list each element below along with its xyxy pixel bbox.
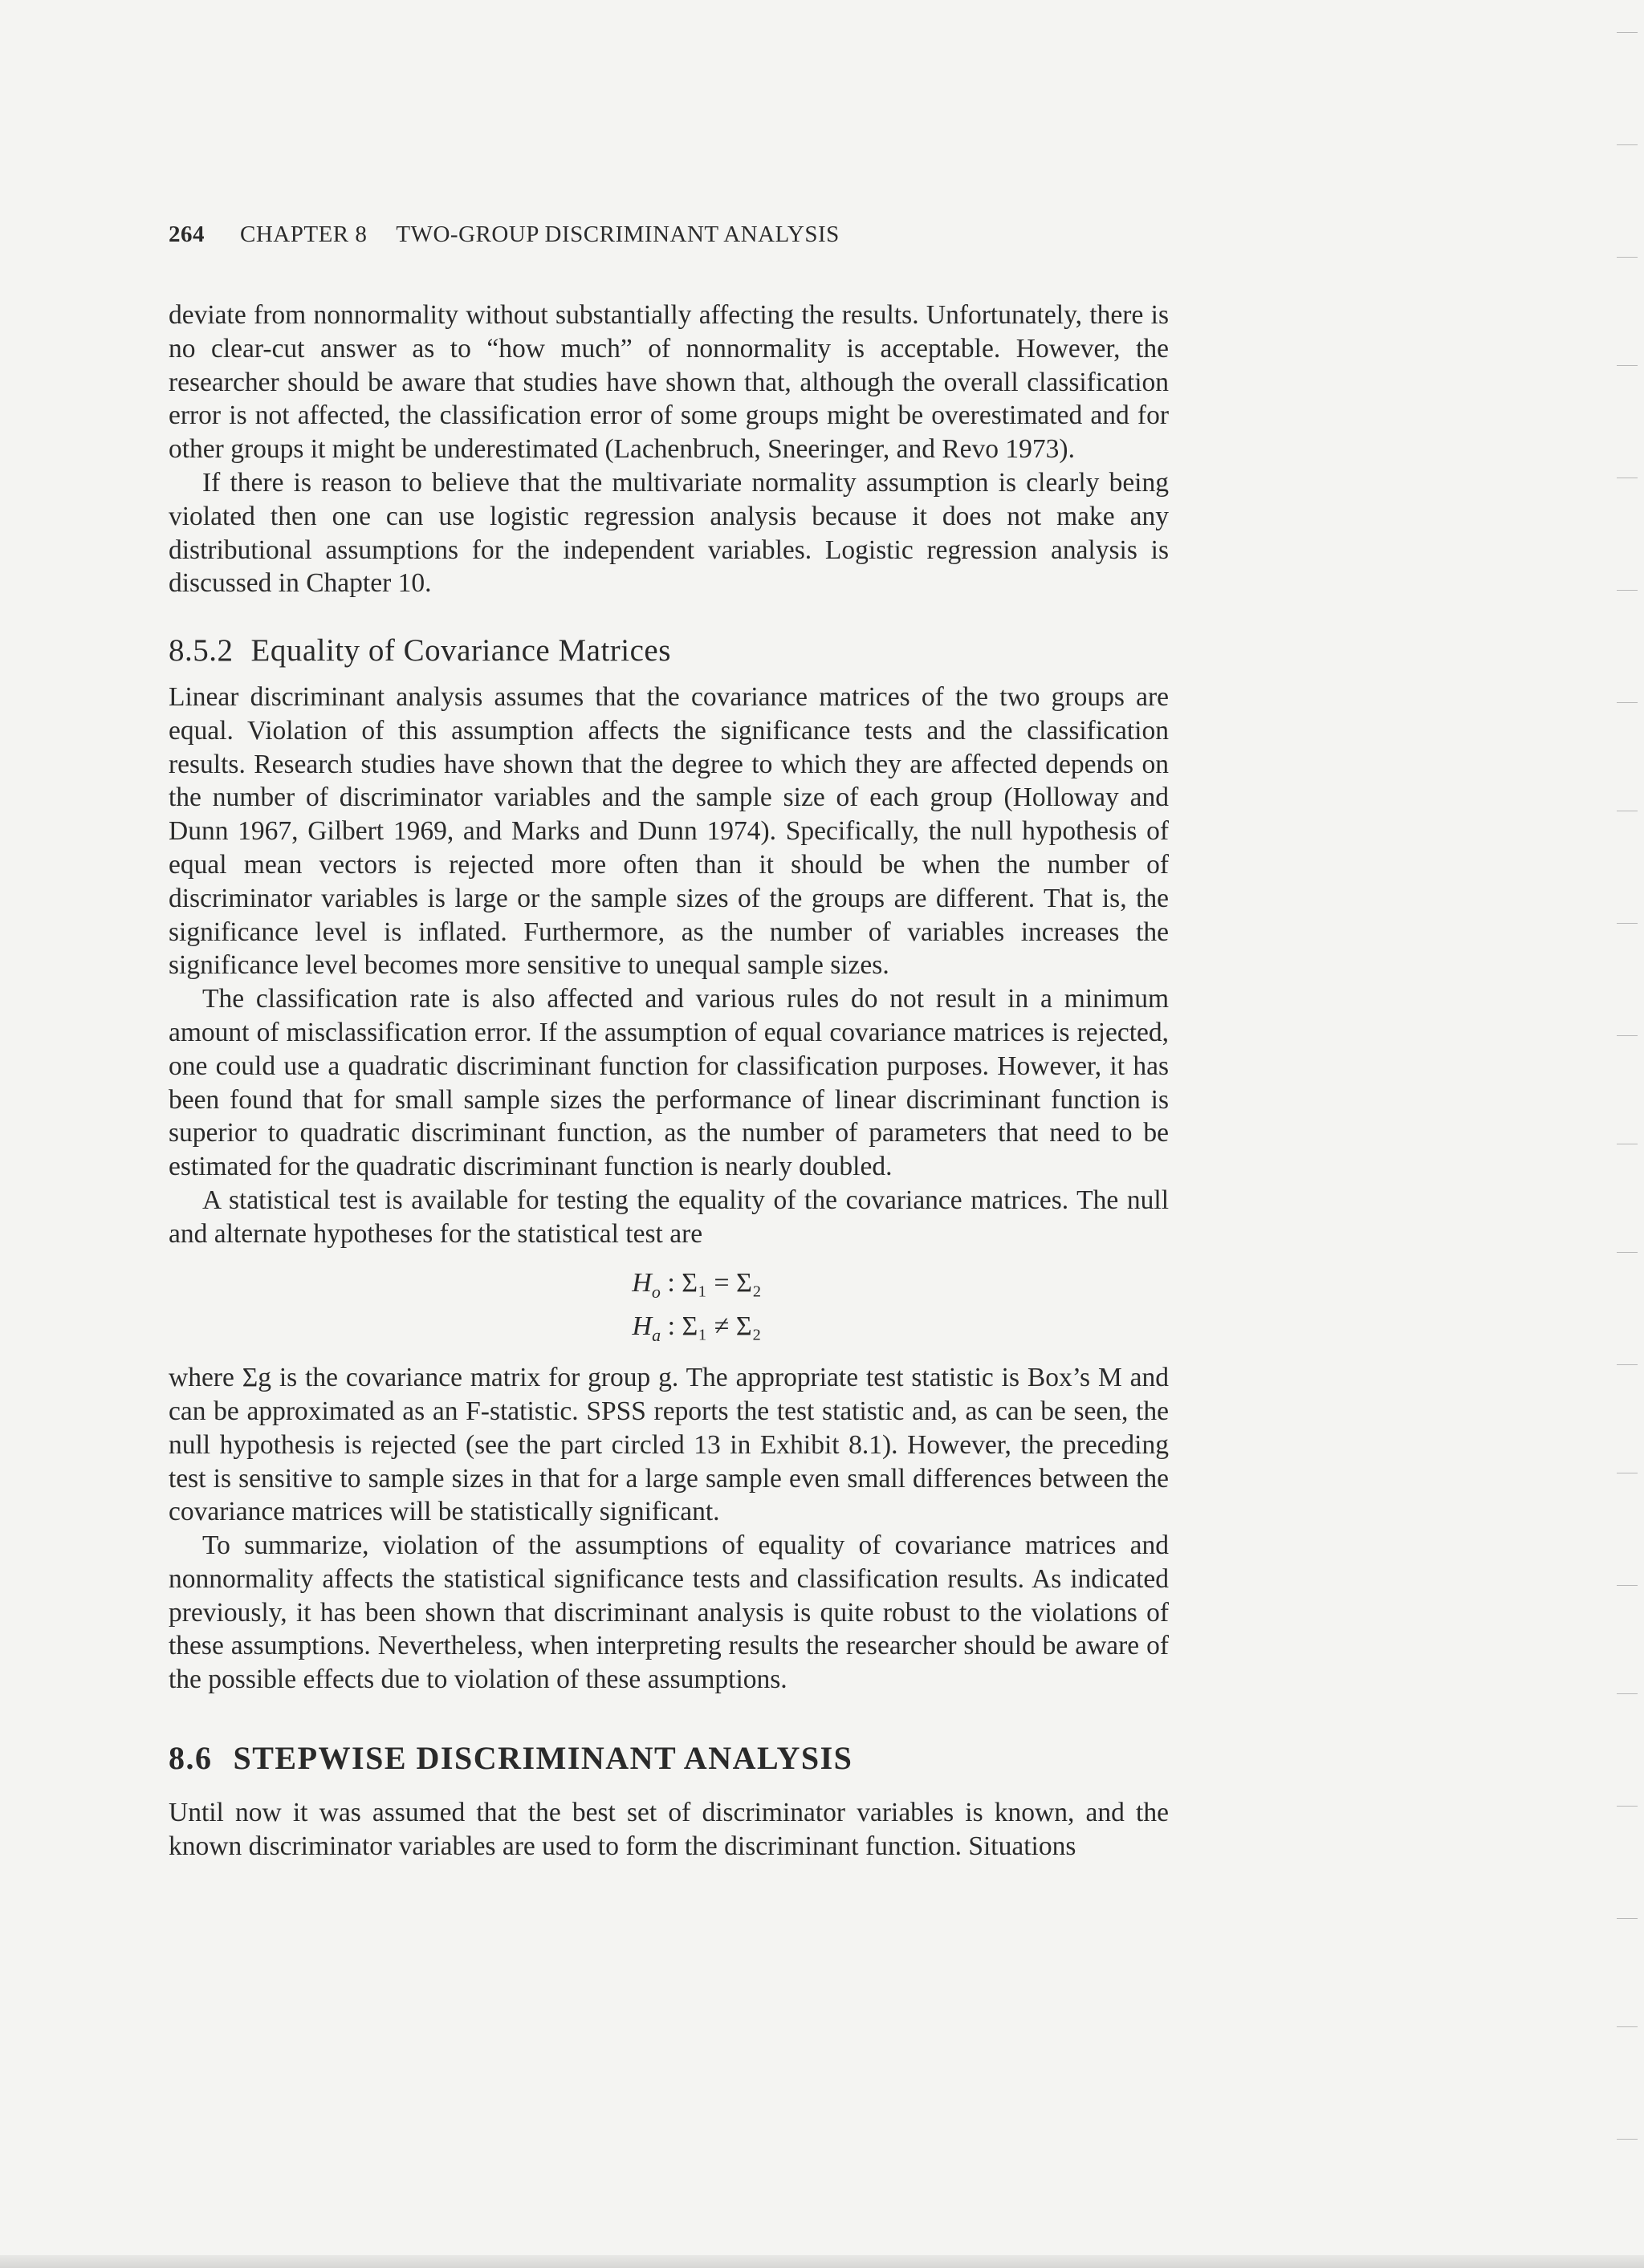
subsection-heading (169, 634, 1169, 668)
margin-mark (1617, 1918, 1638, 1919)
paragraph: A statistical test is available for testing the equality of the covariance matrices. The null and alternate hypotheses for the statistical test are (169, 1185, 1169, 1249)
chapter-title: TWO-GROUP DISCRIMINANT ANALYSIS (396, 222, 840, 247)
h0-expression: : Σ₁ = Σ₂ (660, 1267, 762, 1298)
ha-expression: : Σ₁ ≠ Σ₂ (661, 1311, 762, 1342)
h0-symbol: H (632, 1267, 652, 1298)
section-title: STEPWISE DISCRIMINANT ANALYSIS (233, 1740, 853, 1777)
alternate-hypothesis (169, 1309, 1169, 1353)
ha-subscript: a (652, 1325, 661, 1346)
body-text (169, 299, 1169, 1863)
section-heading (169, 1742, 1169, 1775)
margin-mark (1617, 1364, 1638, 1365)
paragraph: The classification rate is also affected and various rules do not result in a minimum amount of misclassification error. If the assumption of equal covariance matrices is rejected, one could use a quadratic discriminant function for classification purposes. However, it has been found that for small sample sizes the performance of linear discriminant function is superior to quadratic discriminant function, as the number of parameters that need to be estimated for the quadratic discriminant function is nearly doubled. (169, 984, 1169, 1182)
paragraph: Until now it was assumed that the best set of discriminator variables is known, and the known discriminator variables are used to form the discriminant function. Situations (169, 1797, 1169, 1861)
running-head (169, 222, 840, 248)
page-number: 264 (169, 222, 205, 247)
paragraph: Linear discriminant analysis assumes that the covariance matrices of the two groups are equal. Violation of this assumption affects the significance tests and the classification results. Research studies have shown that the degree to which they are affected depends on the number of discriminator variables and the sample size of each group (Holloway and Dunn 1967, Gilbert 1969, and Marks and Dunn 1974). Specifically, the null hypothesis of equal mean vectors is rejected more often than it should be when the number of discriminator variables is large or the sample sizes of the groups are different. That is, the significance level is inflated. Furthermore, as the number of variables increases the significance level becomes more sensitive to unequal sample sizes. (169, 681, 1169, 981)
margin-mark (1617, 257, 1638, 258)
margin-mark (1617, 1035, 1638, 1036)
margin-mark (1617, 2139, 1638, 2140)
paragraph: deviate from nonnormality without substantially affecting the results. Unfortunately, there is no clear-cut answer as to “how much” of nonnormality is acceptable. However, the researcher should be aware that studies have shown that, although the overall classification error is not affected, the classification error of some groups might be overestimated and for other groups it might be underestimated (Lachenbruch, Sneeringer, and Revo 1973). (169, 300, 1169, 465)
scan-bottom-edge (0, 2255, 1644, 2268)
chapter-label: CHAPTER 8 (240, 222, 368, 247)
margin-mark (1617, 1252, 1638, 1253)
ha-symbol: H (632, 1311, 653, 1342)
paragraph: To summarize, violation of the assumptions of equality of covariance matrices and nonnormality affects the statistical significance tests and classification results. As indicated previously, it has been shown that discriminant analysis is quite robust to the violations of these assumptions. Nevertheless, when interpreting results the researcher should be aware of the possible effects due to violation of these assumptions. (169, 1530, 1169, 1695)
scan-margin-marks (1596, 0, 1644, 2268)
paragraph: If there is reason to believe that the multivariate normality assumption is clearly being violated then one can use logistic regression analysis because it does not make any distributional assumptions for the independent variables. Logistic regression analysis is discussed in Chapter 10. (169, 467, 1169, 599)
paragraph: where Σg is the covariance matrix for group g. The appropriate test statistic is Box’s M and can be approximated as an F-statistic. SPSS reports the test statistic and, as can be seen, the null hypothesis is rejected (see the part circled 13 in Exhibit 8.1). However, the preceding test is sensitive to sample sizes in that for a large sample even small differences between the covariance matrices will be statistically significant. (169, 1363, 1169, 1527)
h0-subscript: o (651, 1281, 661, 1302)
subsection-title: Equality of Covariance Matrices (250, 633, 671, 669)
margin-mark (1617, 1693, 1638, 1694)
hypotheses-equations (169, 1266, 1169, 1354)
section-number: 8.6 (169, 1740, 213, 1777)
margin-mark (1617, 702, 1638, 703)
margin-mark (1617, 590, 1638, 591)
null-hypothesis (169, 1266, 1169, 1310)
margin-mark (1617, 923, 1638, 924)
margin-mark (1617, 32, 1638, 33)
margin-mark (1617, 2026, 1638, 2027)
margin-mark (1617, 365, 1638, 366)
margin-mark (1617, 144, 1638, 145)
subsection-number: 8.5.2 (169, 633, 234, 669)
margin-mark (1617, 1585, 1638, 1586)
margin-mark (1617, 1806, 1638, 1807)
